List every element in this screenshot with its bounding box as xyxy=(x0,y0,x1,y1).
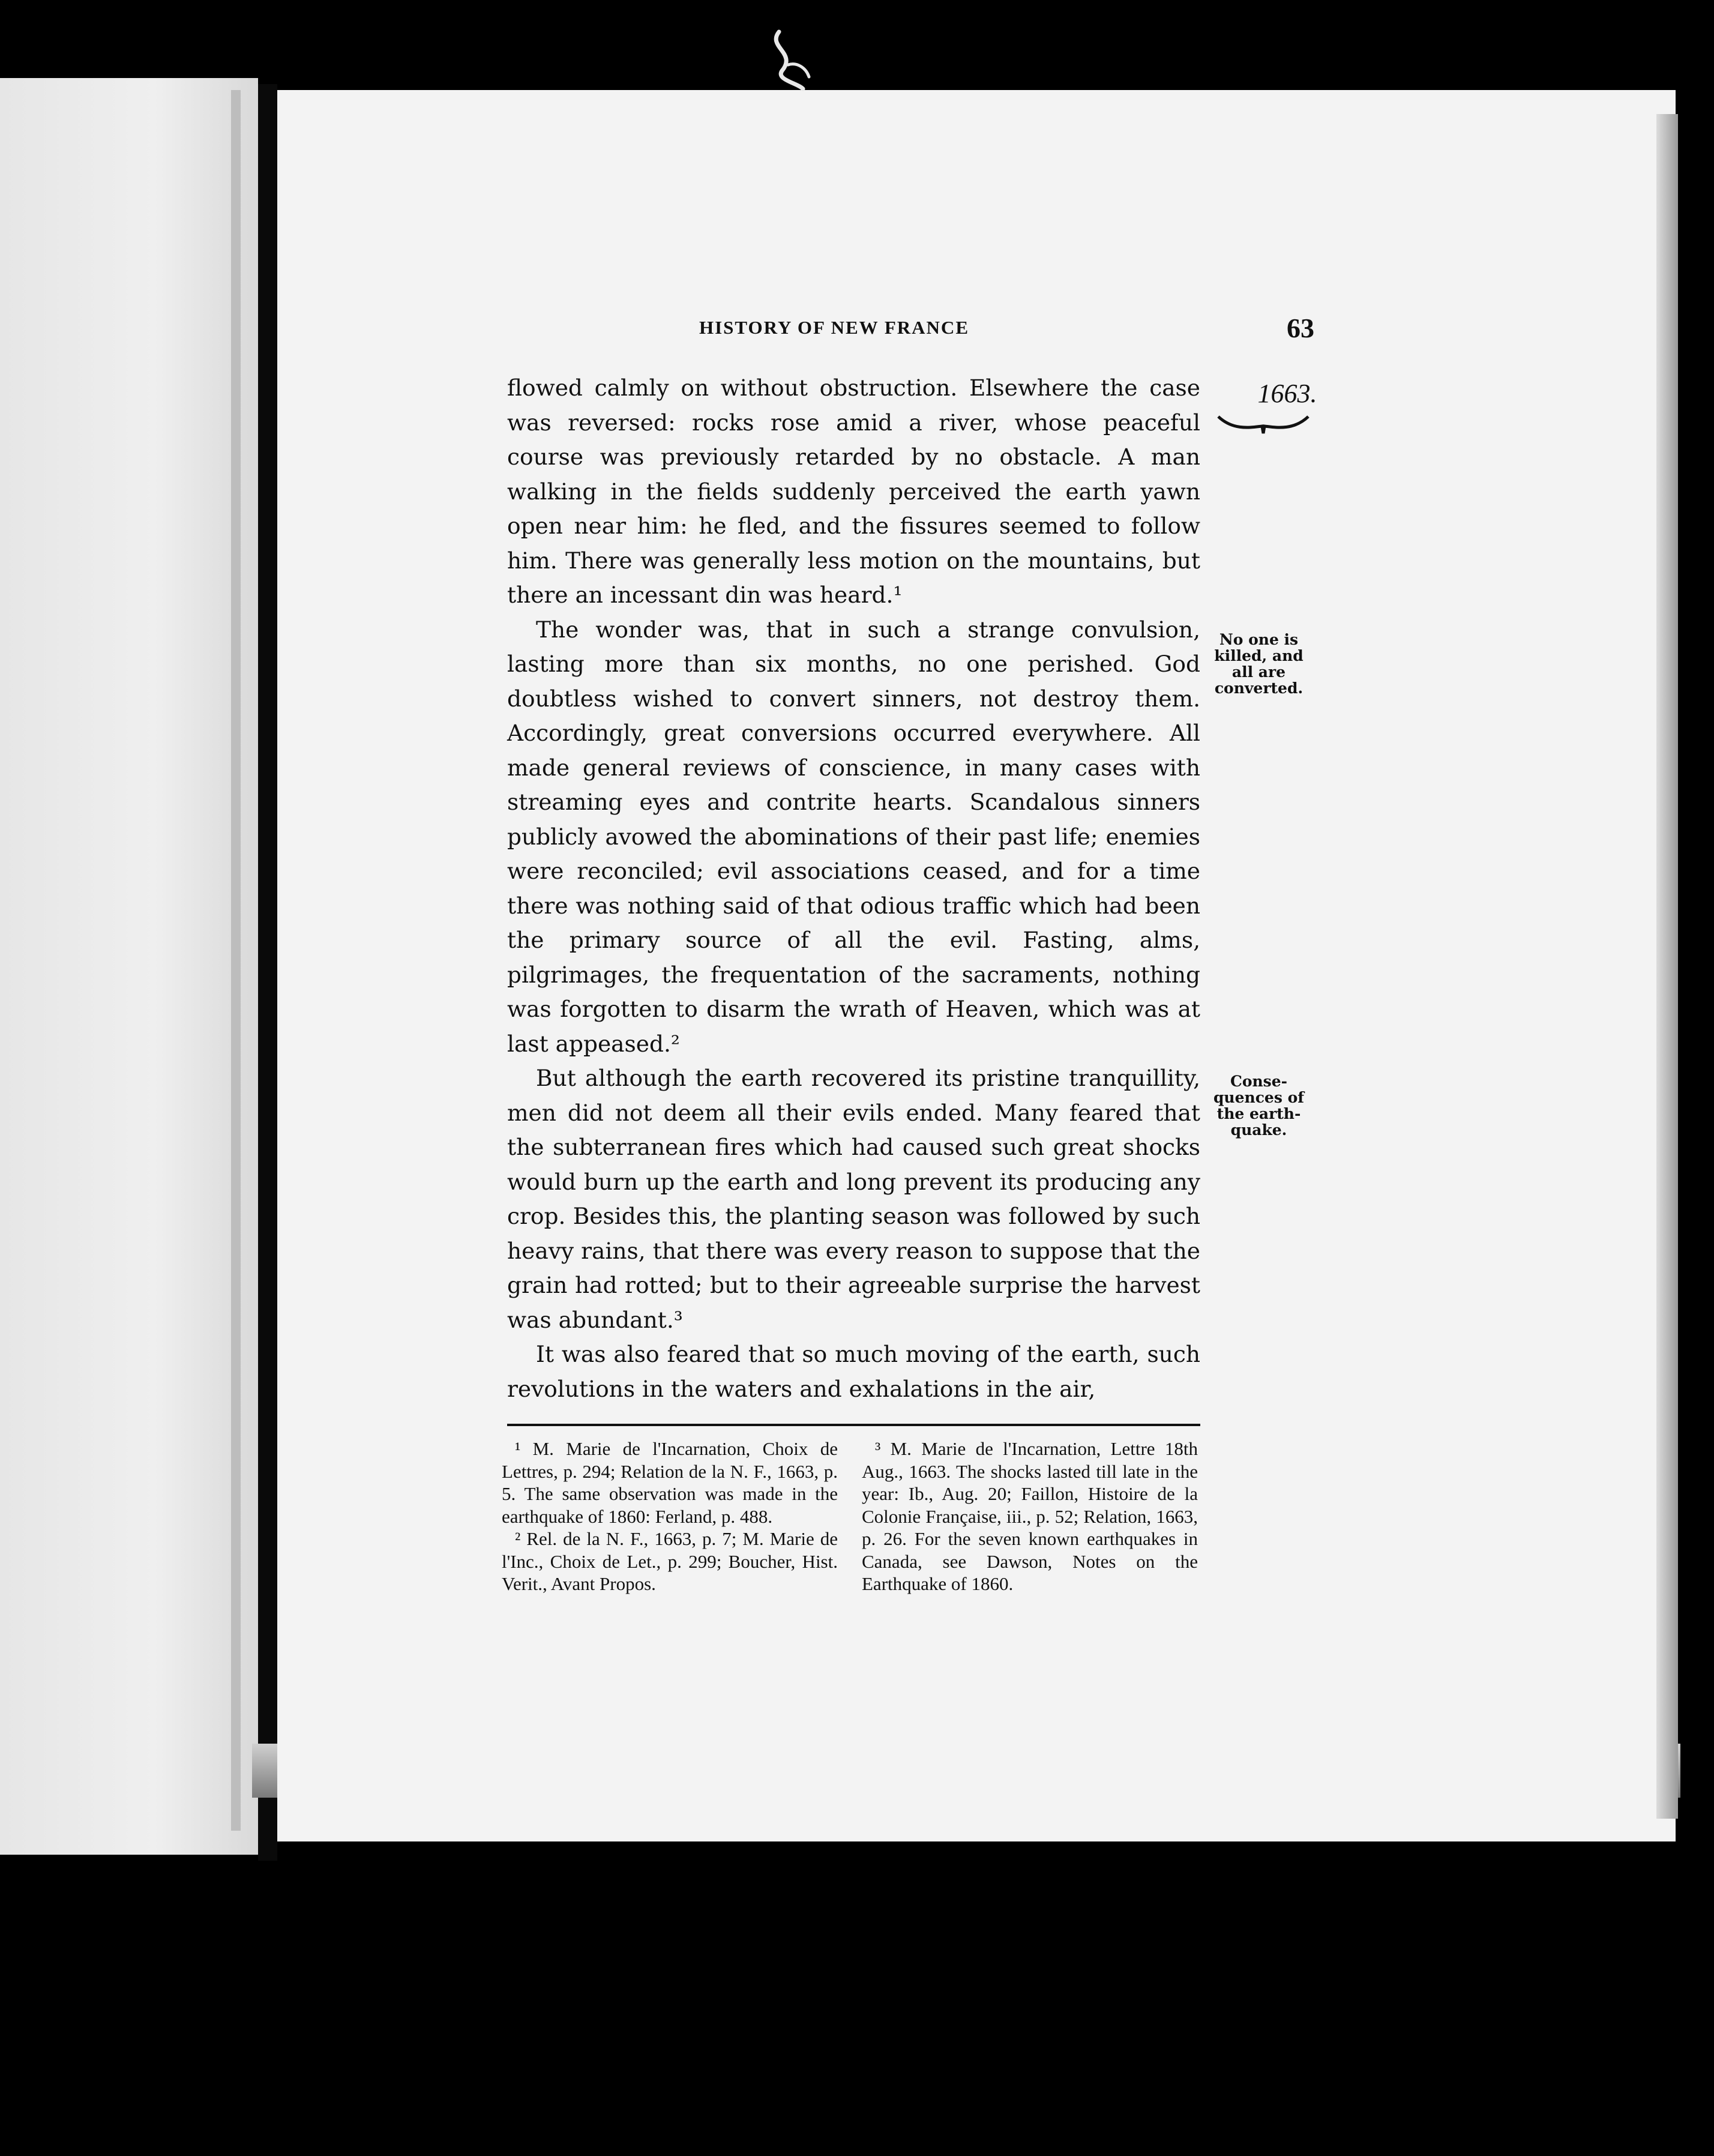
footnote-column-left xyxy=(502,1438,838,1595)
page-number: 63 xyxy=(1287,313,1314,343)
left-page-leaf xyxy=(0,78,258,1855)
paragraph: The wonder was, that in such a strange convulsion, lasting more than six months, no one perished. God doubtless wished to convert sinners, not destroy them. Accordingly, great conversions occurred everywhere. All made general reviews of conscience, in many cases with streaming eyes and contrite hearts. Scandalous sinners publicly avowed the abominations of their past life; enemies were reconciled; evil associations ceased, and for a time there was nothing said of that odious traffic which had been the primary source of all the evil. Fasting, alms, pilgrimages, the frequentation of the sacraments, nothing was forgotten to disarm the wrath of Heaven, which was at last appeased.² xyxy=(507,616,1200,1057)
body-text xyxy=(507,371,1200,1406)
margin-note: Conse-quences of the earth-quake. xyxy=(1213,1073,1305,1139)
string-mark xyxy=(761,29,815,95)
brace-ornament xyxy=(1215,413,1311,437)
footnote: ³ M. Marie de l'Incarnation, Lettre 18th Aug., 1663. The shocks lasted till late in the year: Ib., Aug. 20; Faillon, Histoire de la Colonie Française, iii., p. 52; Relation, 1663, p. 26. For the seven known earthquakes in Canada, see Dawson, Notes on the Earthquake of 1860. xyxy=(862,1438,1198,1594)
running-header xyxy=(504,312,1314,354)
footnote: ² Rel. de la N. F., 1663, p. 7; M. Marie de l'Inc., Choix de Let., p. 299; Boucher, Hist. Verit., Avant Propos. xyxy=(502,1528,838,1594)
footnote-column-right xyxy=(862,1438,1198,1595)
running-title: HISTORY OF NEW FRANCE xyxy=(699,317,969,338)
paragraph: flowed calmly on without obstruction. Elsewhere the case was reversed: rocks rose amid a river, whose peaceful course was previously retarded by no obstacle. A man walking in the fields suddenly perceived the earth yawn open near him: he fled, and the fissures seemed to follow him. There was generally less motion on the mountains, but there an incessant din was heard.¹ xyxy=(507,375,1200,608)
paragraph: But although the earth recovered its pristine tranquillity, men did not deem all their evils ended. Many feared that the subterranean fires which had caused such great shocks would burn up the earth and long prevent its producing any crop. Besides this, the planting season was followed by such heavy rains, that there was every reason to suppose that the grain had rotted; but to their agreeable surprise the harvest was abundant.³ xyxy=(507,1065,1200,1333)
margin-note: No one is killed, and all are converted. xyxy=(1214,631,1304,697)
footnote-divider xyxy=(507,1424,1200,1426)
margin-year: 1663. xyxy=(1257,379,1317,408)
page-right-edge xyxy=(1656,114,1678,1819)
paragraph: It was also feared that so much moving of the earth, such revolutions in the waters and exhalations in the air, xyxy=(507,1341,1200,1402)
left-page-edge xyxy=(231,90,241,1831)
book-gutter xyxy=(258,84,277,1861)
footnote: ¹ M. Marie de l'Incarnation, Choix de Lettres, p. 294; Relation de la N. F., 1663, p. 5. The same observation was made in the earthquake of 1860: Ferland, p. 488. xyxy=(502,1438,838,1527)
